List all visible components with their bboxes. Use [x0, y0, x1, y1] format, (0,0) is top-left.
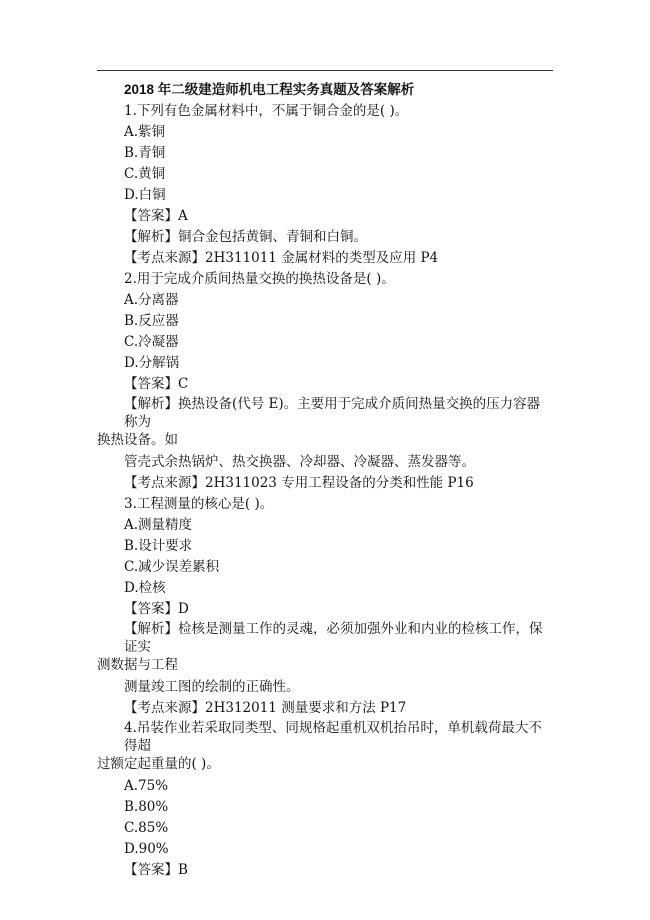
- header-rule: [97, 70, 553, 71]
- question-1-answer: 【答案】A: [124, 208, 188, 224]
- question-4-stem: [97, 719, 553, 773]
- question-2-option-c: C.冷凝器: [124, 334, 179, 350]
- question-1-option-c: C.黄铜: [124, 166, 166, 182]
- question-1-stem: 1.下列有色金属材料中，不属于铜合金的是( )。: [124, 103, 409, 119]
- question-3-stem: 3.工程测量的核心是( )。: [124, 496, 274, 512]
- question-2-stem: 2.用于完成介质间热量交换的换热设备是( )。: [124, 271, 395, 287]
- document-body: [97, 79, 553, 881]
- question-3-analysis-line-2: 测数据与工程: [97, 657, 178, 673]
- question-2-option-b: B.反应器: [124, 313, 179, 329]
- question-4-option-c: C.85%: [124, 820, 169, 836]
- question-3-option-b: B.设计要求: [124, 538, 193, 554]
- question-3-option-c: C.减少误差累积: [124, 559, 220, 575]
- question-2-analysis-line-1: 【解析】换热设备(代号 E)。主要用于完成介质间热量交换的压力容器称为: [124, 396, 541, 430]
- question-2-analysis-line-2: 换热设备。如: [97, 432, 178, 448]
- question-3-option-a: A.测量精度: [124, 517, 193, 533]
- question-4-option-a: A.75%: [124, 778, 169, 794]
- question-1-option-b: B.青铜: [124, 145, 166, 161]
- question-4-option-b: B.80%: [124, 799, 169, 815]
- question-2-source: 【考点来源】2H311023 专用工程设备的分类和性能 P16: [124, 475, 474, 491]
- question-2-option-a: A.分离器: [124, 292, 179, 308]
- question-3-analysis-line-1: 【解析】检核是测量工作的灵魂，必须加强外业和内业的检核工作，保证实: [124, 621, 543, 655]
- question-1-source: 【考点来源】2H311011 金属材料的类型及应用 P4: [124, 250, 439, 266]
- question-2-analysis: [97, 395, 553, 449]
- document-title: 2018 年二级建造师机电工程实务真题及答案解析: [124, 82, 415, 97]
- question-1-option-d: D.白铜: [124, 187, 166, 203]
- question-2-analysis-line-3: 管壳式余热锅炉、热交换器、冷却器、冷凝器、蒸发器等。: [124, 454, 475, 470]
- question-4-answer: 【答案】B: [124, 862, 188, 878]
- question-4-stem-line-2: 过额定起重量的( )。: [97, 756, 220, 772]
- question-3-answer: 【答案】D: [124, 601, 189, 617]
- question-2-option-d: D.分解锅: [124, 355, 180, 371]
- question-1-option-a: A.紫铜: [124, 124, 166, 140]
- question-1-analysis: 【解析】铜合金包括黄铜、青铜和白铜。: [124, 229, 367, 245]
- question-2-answer: 【答案】C: [124, 376, 189, 392]
- question-3-analysis-line-3: 测量竣工图的绘制的正确性。: [124, 679, 300, 695]
- question-4-option-d: D.90%: [124, 841, 169, 857]
- question-4-stem-line-1: 4.吊装作业若采取同类型、同规格起重机双机抬吊时，单机载荷最大不得超: [124, 720, 542, 754]
- question-3-source: 【考点来源】2H312011 测量要求和方法 P17: [124, 700, 407, 716]
- question-3-option-d: D.检核: [124, 580, 166, 596]
- question-3-analysis: [97, 620, 553, 674]
